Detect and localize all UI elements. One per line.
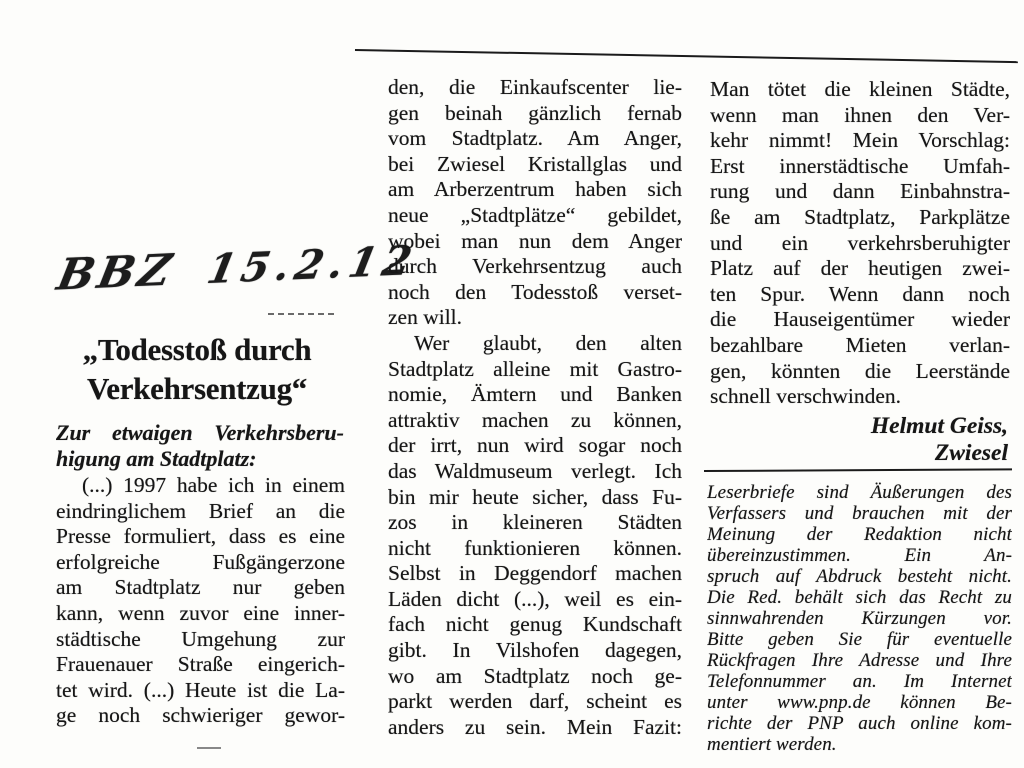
text-line: Wer glaubt, den alten [414,330,682,355]
article-headline [46,330,348,408]
text-line: Platz auf der heutigen zwei- [710,256,1010,281]
text-line: gibt. In Vilshofen dagegen, [388,638,682,663]
text-line: erfolgreiche Fußgängerzone [56,549,345,574]
text-line: kehr nimmt! Mein Vorschlag: [710,128,1010,153]
text-line: bei Zwiesel Kristallglas und [388,151,682,176]
editorial-note [707,482,1012,755]
text-line: Meinung der Redaktion nicht [707,524,1012,545]
text-line: Stadtplatz alleine mit Gastro- [388,356,682,381]
text-line: Selbst in Deggendorf machen [388,561,682,586]
text-line: sinnwahrenden Kürzungen vor. [707,608,1012,629]
text-line: Bitte geben Sie für eventuelle [707,629,1012,650]
text-line: mentiert werden. [707,734,837,755]
author-signature [710,413,1008,466]
text-line: übereinzustimmen. Ein An- [707,545,1012,566]
author-city: Zwiesel [934,439,1008,466]
text-line: anders zu sein. Mein Fazit: [388,714,682,739]
text-line: Man tötet die kleinen Städte, [710,77,1010,101]
text-line: higung am Stadtplatz: [56,445,257,471]
text-line: wo am Stadtplatz noch ge- [388,663,682,688]
text-line: schnell verschwinden. [710,384,902,409]
text-column-right [710,77,1010,410]
text-line: am Stadtplatz nur geben [56,575,345,600]
text-line: tet wird. (...) Heute ist die La- [56,677,345,702]
text-line: nomie, Ämtern und Banken [388,382,682,407]
text-line: städtische Umgehung zur [56,626,345,651]
text-line: ten Spur. Wenn dann noch [710,281,1010,306]
text-line: die Hauseigentümer wieder [710,307,1010,332]
text-line: (...) 1997 habe ich in einem [82,473,345,497]
text-line: vom Stadtplatz. Am Anger, [388,126,682,151]
text-line: ße am Stadtplatz, Parkplätze [710,204,1010,229]
text-line: wobei man nun dem Anger [388,228,682,253]
scan-artifact-dash [197,747,221,749]
text-line: zos in kleineren Städten [388,510,682,535]
scan-artifact-dashed-underline [268,313,334,315]
text-line: Telefonnummer an. Im Internet [707,671,1012,692]
handwritten-date: 15.2.12 [203,236,422,294]
text-line: Presse formuliert, dass es eine [56,524,345,549]
headline-line-1: „Todesstoß durch [82,332,312,367]
text-line: am Arberzentrum haben sich [388,177,682,202]
headline-line-2: Verkehrsentzug“ [87,371,307,406]
text-line: gen beinah gänzlich fernab [388,100,682,125]
author-name: Helmut Geiss, [870,413,1008,439]
text-line: spruch auf Abdruck besteht nicht. [707,566,1012,587]
text-line: das Waldmuseum verlegt. Ich [388,458,682,483]
text-line: wenn man ihnen den Ver- [710,102,1010,127]
text-line: noch den Todesstoß verset- [388,279,682,304]
text-line: unter www.pnp.de können Be- [707,692,1012,713]
text-line: Erst innerstädtische Umfah- [710,153,1010,178]
text-line: Leserbriefe sind Äußerungen des [707,482,1012,503]
text-line: Läden dicht (...), weil es ein- [388,586,682,611]
text-line: Verfassers und brauchen mit der [707,503,1012,524]
handwritten-date-annotation [53,236,422,301]
text-line: gen, könnten die Leerstände [710,358,1010,383]
top-divider-rule [355,49,1018,64]
footer-divider-rule [704,468,1012,472]
text-line: fach nicht genug Kundschaft [388,612,682,637]
text-column-middle [388,75,682,740]
text-line: Frauenauer Straße eingerich- [56,652,345,677]
text-line: Die Red. behält sich das Recht zu [707,587,1012,608]
text-line: rung und dann Einbahnstra- [710,179,1010,204]
text-line: Zur etwaigen Verkehrsberu- [56,420,344,445]
handwritten-abbr: BBZ [53,245,180,301]
text-line: zen will. [388,305,463,330]
text-line: Rückfragen Ihre Adresse und Ihre [707,650,1012,671]
text-line: durch Verkehrsentzug auch [388,254,682,279]
text-line: nicht funktionieren können. [388,535,682,560]
text-line: attraktiv machen zu können, [388,407,682,432]
text-line: bezahlbare Mieten verlan- [710,332,1010,357]
text-line: richte der PNP auch online kom- [707,713,1012,734]
text-line: neue „Stadtplätze“ gebildet, [388,202,682,227]
text-line: ge noch schwieriger gewor- [56,703,345,728]
text-line: den, die Einkaufscenter lie- [388,75,682,99]
text-column-left [56,473,345,729]
text-line: kann, wenn zuvor eine inner- [56,600,345,625]
text-line: und ein verkehrsberuhigter [710,230,1010,255]
text-line: der irrt, nun wird sogar noch [388,433,682,458]
article-subtitle [56,420,344,471]
text-line: eindringlichem Brief an die [56,498,345,523]
text-line: bin mir heute sicher, dass Fu- [388,484,682,509]
text-line: parkt werden darf, scheint es [388,689,682,714]
